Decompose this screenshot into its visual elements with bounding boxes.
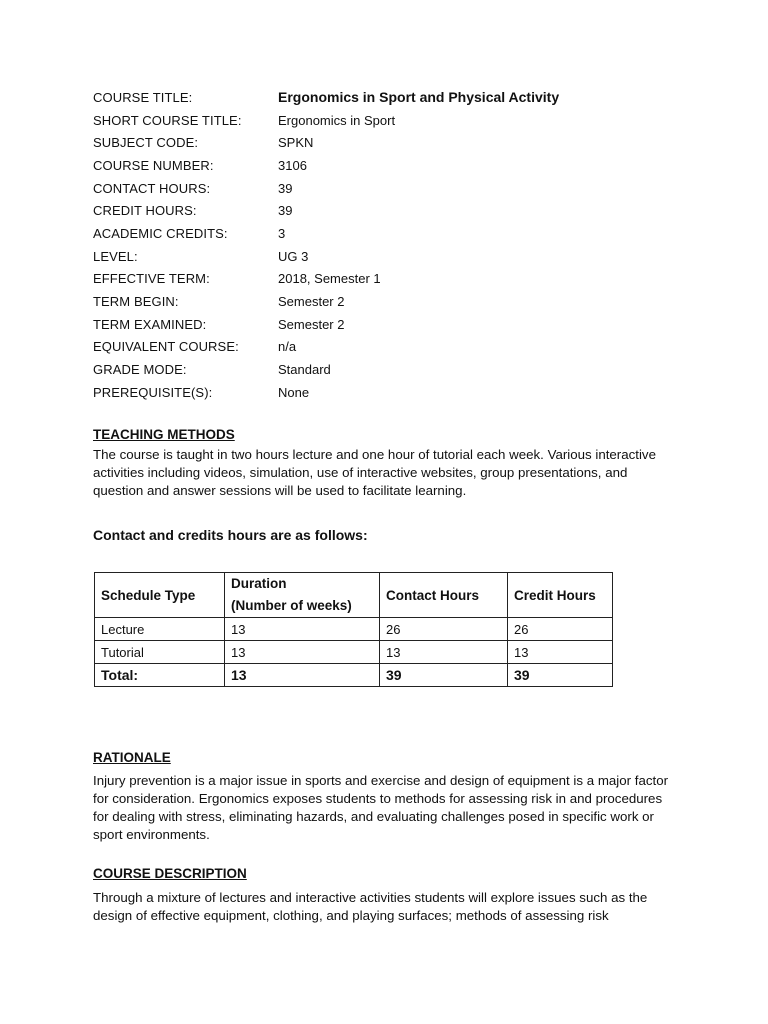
info-label: COURSE TITLE: (93, 89, 193, 105)
info-row-term-examined (93, 313, 693, 336)
cell-duration: 13 (225, 641, 380, 664)
cell-total-contact: 39 (380, 664, 508, 687)
info-row-course-number (93, 154, 693, 177)
header-duration-line2: (Number of weeks) (231, 598, 352, 613)
cell-total-label: Total: (95, 664, 225, 687)
info-row-subject-code (93, 131, 693, 154)
table-row (95, 641, 613, 664)
info-label: EQUIVALENT COURSE: (93, 339, 239, 355)
cell-total-credit: 39 (508, 664, 613, 687)
cell-type: Tutorial (95, 641, 225, 664)
info-row-term-begin (93, 290, 693, 313)
info-row-equivalent-course (93, 336, 693, 359)
info-label: COURSE NUMBER: (93, 157, 214, 173)
info-label: TERM BEGIN: (93, 294, 179, 310)
cell-type: Lecture (95, 618, 225, 641)
cell-contact: 13 (380, 641, 508, 664)
cell-credit: 26 (508, 618, 613, 641)
hours-table (94, 572, 613, 687)
info-row-grade-mode (93, 358, 693, 381)
header-credit-hours: Credit Hours (508, 573, 613, 618)
cell-total-duration: 13 (225, 664, 380, 687)
cell-duration: 13 (225, 618, 380, 641)
info-label: EFFECTIVE TERM: (93, 271, 210, 287)
info-value: SPKN (278, 135, 314, 151)
course-description-heading: COURSE DESCRIPTION (93, 866, 247, 881)
contact-hours-intro: Contact and credits hours are as follows: (93, 527, 368, 543)
info-label: LEVEL: (93, 248, 138, 264)
info-label: PREREQUISITE(S): (93, 384, 213, 400)
info-row-academic-credits (93, 222, 693, 245)
cell-credit: 13 (508, 641, 613, 664)
info-value: 3 (278, 225, 286, 241)
info-label: SUBJECT CODE: (93, 135, 199, 151)
info-label: ACADEMIC CREDITS: (93, 225, 228, 241)
info-value: Semester 2 (278, 294, 345, 310)
info-row-effective-term (93, 268, 693, 291)
rationale-text: Injury prevention is a major issue in sports and exercise and design of equipment is a major factor for consideration. Ergonomics exposes students to methods for assessing risk in and procedures for dealing with stress, eliminating hazards, and evaluating challenges posed in specific work or sport environments. (93, 773, 669, 842)
info-row-level (93, 245, 693, 268)
info-label: CONTACT HOURS: (93, 180, 211, 196)
table-row (95, 618, 613, 641)
header-duration (225, 573, 380, 618)
info-label: TERM EXAMINED: (93, 316, 207, 332)
info-value: Standard (278, 362, 331, 378)
rationale-heading: RATIONALE (93, 750, 171, 765)
info-value: Ergonomics in Sport (278, 112, 396, 128)
info-value: None (278, 384, 310, 400)
info-row-short-course-title (93, 109, 693, 132)
cell-contact: 26 (380, 618, 508, 641)
info-label: SHORT COURSE TITLE: (93, 112, 242, 128)
info-value: 39 (278, 180, 293, 196)
table-header-row (95, 573, 613, 618)
header-duration-line1: Duration (231, 576, 287, 591)
info-value: n/a (278, 339, 297, 355)
info-value: 3106 (278, 157, 307, 173)
info-row-prerequisites (93, 381, 693, 404)
table-total-row (95, 664, 613, 687)
teaching-methods-heading: TEACHING METHODS (93, 427, 235, 442)
info-value: 39 (278, 203, 293, 219)
course-title: Ergonomics in Sport and Physical Activity (278, 89, 560, 106)
info-row-credit-hours (93, 199, 693, 222)
course-description-text: Through a mixture of lectures and interactive activities students will explore issues such as the design of effective equipment, clothing, and playing surfaces; methods of assessing risk (93, 890, 648, 923)
header-contact-hours: Contact Hours (380, 573, 508, 618)
info-label: CREDIT HOURS: (93, 203, 197, 219)
info-row-contact-hours (93, 177, 693, 200)
teaching-methods-text: The course is taught in two hours lecture and one hour of tutorial each week. Various interactive activities including videos, simulation, use of interactive websites, group presentations, and question and answer sessions will be used to facilitate learning. (93, 447, 656, 498)
info-value: UG 3 (278, 248, 309, 264)
info-value: 2018, Semester 1 (278, 271, 381, 287)
info-row-course-title (93, 86, 693, 109)
info-value: Semester 2 (278, 316, 345, 332)
course-info-list (93, 86, 693, 404)
info-label: GRADE MODE: (93, 362, 187, 378)
header-schedule-type: Schedule Type (95, 573, 225, 618)
